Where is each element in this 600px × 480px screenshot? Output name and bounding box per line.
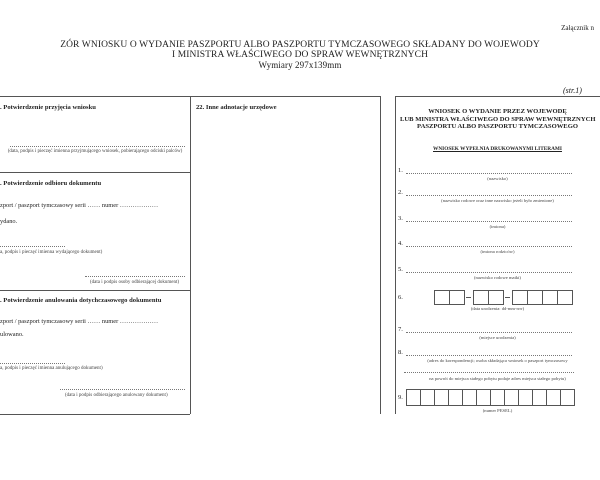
cancelled-text: ulowano. [0, 331, 24, 338]
signature-line [0, 363, 65, 364]
application-title-line-2: LUB MINISTRA WŁAŚCIWEGO DO SPRAW WEWNĘTRZNYCH [400, 115, 596, 123]
caption: (data, podpis i pieczęć imienna przyjmującego wniosek, pobierającego odciski palców) [7, 149, 183, 154]
issued-text: ydano. [0, 218, 18, 225]
field-number: 8. [398, 349, 403, 356]
parents-names-field[interactable] [406, 246, 572, 247]
caption: a, podpis i pieczęć imienna anulującego dokument) [0, 366, 103, 371]
document-title [0, 40, 600, 70]
field-caption: (data urodzenia: dd-mm-rrrr) [470, 306, 525, 311]
pesel-digit-box[interactable] [406, 389, 421, 406]
field-number: 3. [398, 215, 403, 222]
birth-place-field[interactable] [406, 332, 572, 333]
field-caption: (numer PESEL) [482, 408, 513, 413]
field-number: 1. [398, 167, 403, 174]
field-number: 7. [398, 326, 403, 333]
mother-maiden-name-field[interactable] [406, 272, 572, 273]
section-heading-cancellation: . Potwierdzenie anulowania dotychczasowego dokumentu [0, 297, 162, 304]
correspondence-address-field[interactable] [406, 355, 572, 356]
page-number: (str.1) [563, 86, 582, 95]
field-caption: (imiona) [489, 224, 506, 229]
application-title [400, 108, 595, 131]
date-digit-box[interactable] [488, 290, 504, 305]
field-number: 9. [398, 394, 403, 401]
instruction-subtitle: WNIOSEK WYPEŁNIA DRUKOWANYMI LITERAMI [433, 146, 562, 152]
signature-line [0, 246, 65, 247]
pesel-digit-box[interactable] [434, 389, 449, 406]
date-digit-box[interactable] [527, 290, 543, 305]
caption: (data i podpis osoby odbierającej dokument) [90, 280, 180, 285]
surname-field[interactable] [406, 173, 572, 174]
section-heading-acceptance: . Potwierdzenie przyjęcia wniosku [0, 104, 96, 111]
pesel-digit-box[interactable] [504, 389, 519, 406]
official-notes-heading: 22. Inne adnotacje urzędowe [196, 104, 277, 111]
field-number: 6. [398, 294, 403, 301]
column-divider-right [395, 96, 396, 414]
field-number: 4. [398, 240, 403, 247]
date-digit-box[interactable] [512, 290, 528, 305]
date-digit-box[interactable] [434, 290, 450, 305]
field-caption: (imiona rodziców) [480, 249, 515, 254]
application-title-line-3: PASZPORTU ALBO PASZPORTU TYMCZASOWEGO [417, 123, 578, 131]
signature-line [85, 276, 185, 277]
pesel-digit-box[interactable] [546, 389, 561, 406]
first-names-field[interactable] [406, 221, 572, 222]
column-divider-left [190, 96, 191, 414]
field-number: 5. [398, 266, 403, 273]
pesel-digit-box[interactable] [420, 389, 435, 406]
pesel-digit-box[interactable] [476, 389, 491, 406]
section-heading-receipt: . Potwierdzenie odbioru dokumentu [0, 180, 102, 187]
pesel-digit-box[interactable] [448, 389, 463, 406]
frame-bottom-left [0, 414, 190, 415]
section-divider-1 [0, 172, 190, 173]
date-digit-box[interactable] [473, 290, 489, 305]
caption: (data i podpis odbierającego anulowany dokument) [65, 393, 168, 398]
date-digit-box[interactable] [542, 290, 558, 305]
field-caption: (nazwisko rodowe oraz inne nazwisko jeżeli było zmienione) [441, 198, 554, 203]
field-caption: (nazwisko rodowe matki) [474, 275, 521, 280]
correspondence-address-field-line-2[interactable] [404, 372, 574, 373]
pesel-digit-box[interactable] [532, 389, 547, 406]
field-caption: na powrót do miejsca stałego pobytu podaje adres miejsca stałego pobytu) [429, 376, 566, 381]
frame-top-right [395, 96, 600, 97]
date-digit-box[interactable] [557, 290, 573, 305]
pesel-digit-box[interactable] [518, 389, 533, 406]
pesel-digit-box[interactable] [462, 389, 477, 406]
title-line-3: Wymiary 297x139mm [258, 60, 342, 70]
pesel-digit-box[interactable] [490, 389, 505, 406]
title-line-1: ZÓR WNIOSKU O WYDANIE PASZPORTU ALBO PASZPORTU TYMCZASOWEGO SKŁADANY DO WOJEWODY [60, 40, 540, 50]
field-number: 2. [398, 189, 403, 196]
passport-series-line: zport / paszport tymczasowy serii …… numer ……………… [0, 318, 159, 325]
maiden-name-field[interactable] [406, 195, 572, 196]
passport-series-line: zport / paszport tymczasowy serii …… numer ……………… [0, 202, 159, 209]
application-title-line-1: WNIOSEK O WYDANIE PRZEZ WOJEWODĘ [428, 108, 567, 115]
section-divider-2 [0, 290, 190, 291]
date-separator [505, 297, 510, 298]
signature-line [10, 146, 185, 147]
field-caption: (nazwisko) [487, 176, 508, 181]
attachment-label: Załącznik n [561, 24, 594, 32]
caption: a, podpis i pieczęć imienna wydającego dokument) [0, 250, 103, 255]
pesel-digit-box[interactable] [560, 389, 575, 406]
date-separator [466, 297, 471, 298]
date-digit-box[interactable] [449, 290, 465, 305]
signature-line [60, 389, 185, 390]
field-caption: (miejsce urodzenia) [479, 335, 516, 340]
title-line-2: I MINISTRA WŁAŚCIWEGO DO SPRAW WEWNĘTRZNYCH [171, 50, 429, 60]
field-caption: (adres do korespondencji; osoba składająca wniosek o paszport tymczasowy [427, 358, 568, 363]
column-divider-mid [380, 96, 381, 414]
